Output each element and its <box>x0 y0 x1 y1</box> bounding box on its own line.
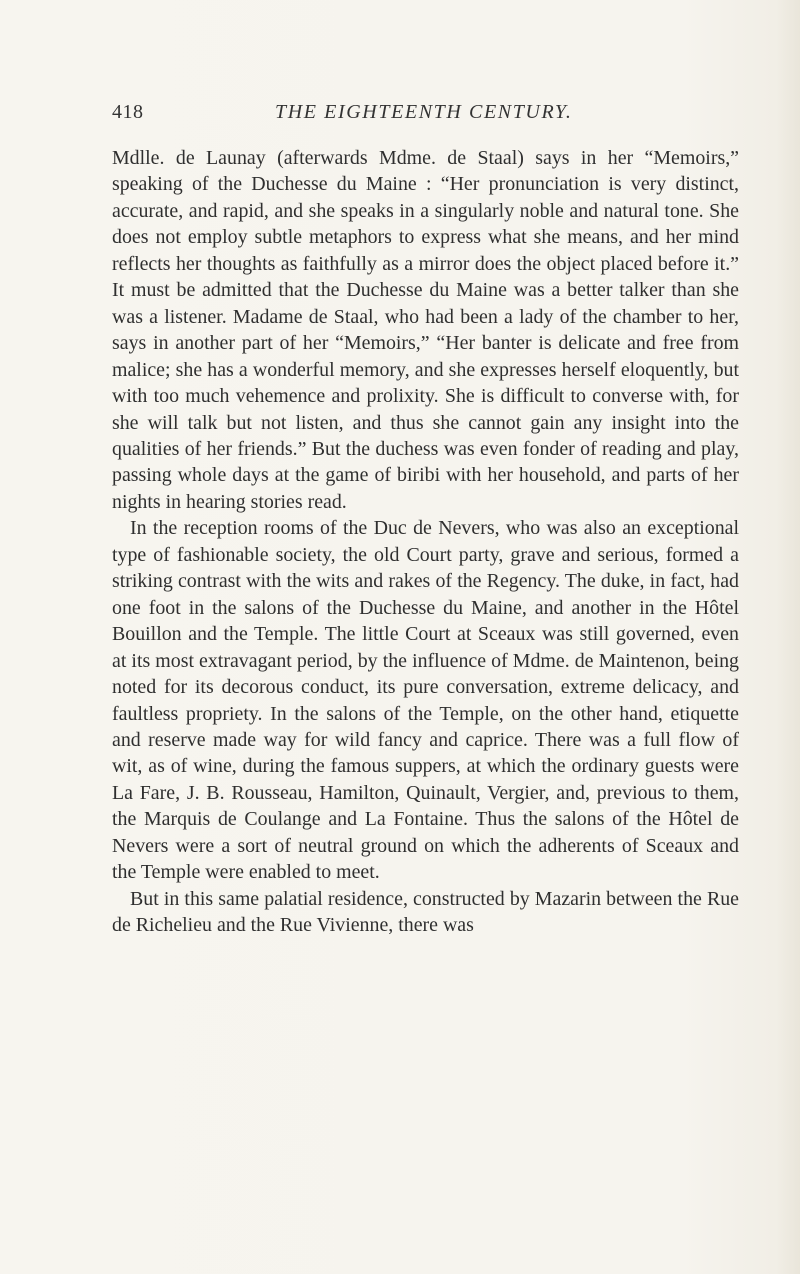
paragraph-2: In the reception rooms of the Duc de Nevers, who was also an exceptional type of fashionable society, the old Court party, grave and serious, formed a striking contrast with the wits and rakes of the Regency. The duke, in fact, had one foot in the salons of the Duchesse du Maine, and another in the Hôtel Bouillon and the Temple. The little Court at Sceaux was still governed, even at its most extravagant period, by the influence of Mdme. de Maintenon, being noted for its decorous conduct, its pure conversation, extreme delicacy, and faultless propriety. In the salons of the Temple, on the other hand, etiquette and reserve made way for wild fancy and caprice. There was a full flow of wit, as of wine, during the famous suppers, at which the ordinary guests were La Fare, J. B. Rousseau, Hamilton, Quinault, Vergier, and, previous to them, the Marquis de Coulange and La Fontaine. Thus the salons of the Hôtel de Nevers were a sort of neutral ground on which the adherents of Sceaux and the Temple were enabled to meet. <box>112 517 739 884</box>
paragraph-1: Mdlle. de Launay (afterwards Mdme. de Staal) says in her “Memoirs,” speaking of the Duchesse du Maine : “Her pronunciation is very distinct, accurate, and rapid, and she speaks in a singularly noble and natural tone. She does not employ subtle metaphors to express what she means, and her mind reflects her thoughts as faithfully as a mirror does the object placed before it.” It must be admitted that the Duchesse du Maine was a better talker than she was a listener. Madame de Staal, who had been a lady of the chamber to her, says in another part of her “Memoirs,” “Her banter is delicate and free from malice; she has a wonderful memory, and she expresses herself eloquently, but with too much vehemence and prolixity. She is difficult to converse with, for she will talk but not listen, and thus she cannot gain any insight into the qualities of her friends.” But the duchess was even fonder of reading and play, passing whole days at the game of biribi with her household, and parts of her nights in hearing stories read. <box>112 147 739 513</box>
body-text <box>112 145 739 939</box>
paragraph-3: But in this same palatial residence, constructed by Mazarin between the Rue de Richelieu and the Rue Vivienne, there was <box>112 887 739 937</box>
running-title: THE EIGHTEENTH CENTURY. <box>275 101 573 123</box>
page-number: 418 <box>112 101 144 123</box>
running-head <box>112 101 737 131</box>
